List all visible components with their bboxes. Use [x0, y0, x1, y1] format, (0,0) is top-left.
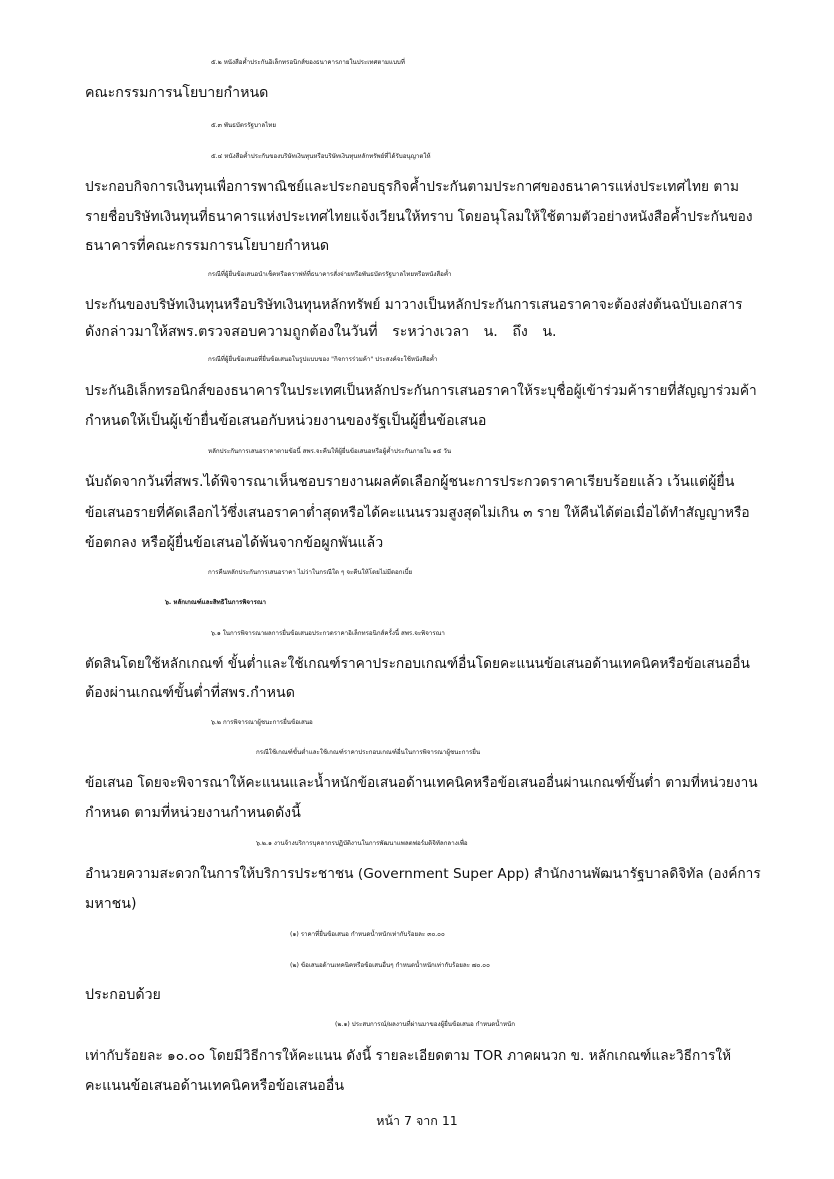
paragraph-line: กำหนดให้เป็นผู้เข้ายื่นข้อเสนอกับหน่วยงานของรัฐเป็นผู้ยื่นข้อเสนอ [85, 413, 487, 429]
paragraph-line: นับถัดจากวันที่สพร.ได้พิจารณาเห็นชอบรายงานผลคัดเลือกผู้ชนะการประกวดราคาเรียบร้อยแล้ว เว้นแต่ผู้ยื่น [85, 474, 735, 490]
paragraph-line: กำหนด ตามที่หน่วยงานกำหนดดังนี้ [85, 805, 301, 821]
paragraph-line: กรณีที่ผู้ยื่นข้อเสนอนำเช็คหรือดราฟท์ที่ธนาคารสั่งจ่ายหรือพันธบัตรรัฐบาลไทยหรือหนังสือค้ำ [208, 271, 452, 278]
paragraph-line: กรณีใช้เกณฑ์ขั้นต่ำและใช้เกณฑ์ราคาประกอบเกณฑ์อื่นในการพิจารณาผู้ชนะการยื่น [256, 749, 481, 756]
paragraph-line: การคืนหลักประกันการเสนอราคา ไม่ว่าในกรณีใด ๆ จะคืนให้โดยไม่มีดอกเบี้ย [208, 569, 413, 576]
page-number: หน้า 7 จาก 11 [376, 1113, 458, 1128]
paragraph-line: ธนาคารที่คณะกรรมการนโยบายกำหนด [85, 238, 330, 254]
paragraph-line: ๕.๓ พันธบัตรรัฐบาลไทย [211, 122, 276, 129]
paragraph-line: ๕.๔ หนังสือค้ำประกันของบริษัทเงินทุนหรือบริษัทเงินทุนหลักทรัพย์ที่ได้รับอนุญาตให้ [211, 153, 431, 160]
paragraph-line: ข้อเสนอรายที่คัดเลือกไว้ซึ่งเสนอราคาต่ำสุดหรือได้คะแนนรวมสูงสุดไม่เกิน ๓ ราย ให้คืนได้ต่อเมื่อได้ทำสัญญาหรือ [85, 505, 750, 521]
paragraph-line: มหาชน) [85, 896, 137, 912]
paragraph-line: อำนวยความสะดวกในการให้บริการประชาชน (Government Super App) สำนักงานพัฒนารัฐบาลดิจิทัล (องค์การ [85, 866, 761, 882]
paragraph-line: ประกันของบริษัทเงินทุนหรือบริษัทเงินทุนหลักทรัพย์ มาวางเป็นหลักประกันการเสนอราคาจะต้องส่งต้นฉบับเอกสาร [85, 297, 743, 313]
paragraph-line: ต้องผ่านเกณฑ์ขั้นต่ำที่สพร.กำหนด [85, 685, 295, 701]
paragraph-line: ๖.๒ การพิจารณาผู้ชนะการยื่นข้อเสนอ [211, 719, 313, 726]
paragraph-line: (๒.๑) ประสบการณ์/ผลงานที่ผ่านมาของผู้ยื่นข้อเสนอ กำหนดน้ำหนัก [335, 1021, 516, 1028]
paragraph-line: ข้อเสนอ โดยจะพิจารณาให้คะแนนและน้ำหนักข้อเสนอด้านเทคนิคหรือข้อเสนออื่นผ่านเกณฑ์ขั้นต่ำ ตามที่หน่วยงาน [85, 775, 758, 791]
paragraph-line: ประกอบกิจการเงินทุนเพื่อการพาณิชย์และประกอบธุรกิจค้ำประกันตามประกาศของธนาคารแห่งประเทศไทย ตาม [85, 179, 740, 195]
paragraph-line: ดังกล่าวมาให้สพร.ตรวจสอบความถูกต้องในวันที่ ระหว่างเวลา น. ถึง น. [85, 324, 557, 340]
paragraph-line: (๒) ข้อเสนอด้านเทคนิคหรือข้อเสนอื่นๆ กำหนดน้ำหนักเท่ากับร้อยละ ๗๐.๐๐ [290, 962, 490, 969]
paragraph-line: ตัดสินโดยใช้หลักเกณฑ์ ขั้นต่ำและใช้เกณฑ์ราคาประกอบเกณฑ์อื่นโดยคะแนนข้อเสนอด้านเทคนิคหรือข้อเสนออื่น [85, 656, 750, 672]
paragraph-line: ๕.๒ หนังสือค้ำประกันอิเล็กทรอนิกส์ของธนาคารภายในประเทศตามแบบที่ [211, 59, 405, 66]
paragraph-line: เท่ากับร้อยละ ๑๐.๐๐ โดยมีวิธีการให้คะแนน ดังนี้ รายละเอียดตาม TOR ภาคผนวก ข. หลักเกณฑ์และวิธีการให้ [85, 1048, 732, 1064]
paragraph-line: คณะกรรมการนโยบายกำหนด [85, 85, 269, 101]
paragraph-line: ๖.๑ ในการพิจารณาผลการยื่นข้อเสนอประกวดราคาอิเล็กทรอนิกส์ครั้งนี้ สพร.จะพิจารณา [211, 630, 445, 637]
paragraph-line: (๑) ราคาที่ยื่นข้อเสนอ กำหนดน้ำหนักเท่ากับร้อยละ ๓๐.๐๐ [290, 931, 445, 938]
paragraph-line: กรณีที่ผู้ยื่นข้อเสนอที่ยื่นข้อเสนอในรูปแบบของ "กิจการร่วมค้า" ประสงค์จะใช้หนังสือค้ำ [208, 356, 438, 363]
paragraph-line: ประกันอิเล็กทรอนิกส์ของธนาคารในประเทศเป็นหลักประกันการเสนอราคาให้ระบุชื่อผู้เข้าร่วมค้ารายที่สัญญาร่วมค้า [85, 383, 757, 399]
paragraph-line: หลักประกันการเสนอราคาตามข้อนี้ สพร.จะคืนให้ผู้ยื่นข้อเสนอหรือผู้ค้ำประกันภายใน ๑๕ วัน [208, 448, 452, 455]
paragraph-line: รายชื่อบริษัทเงินทุนที่ธนาคารแห่งประเทศไทยแจ้งเวียนให้ทราบ โดยอนุโลมให้ใช้ตามตัวอย่างหนังสือค้ำประกันของ [85, 209, 753, 225]
paragraph-line: ประกอบด้วย [85, 987, 161, 1003]
section-heading: ๖. หลักเกณฑ์และสิทธิในการพิจารณา [165, 599, 267, 606]
paragraph-line: ข้อตกลง หรือผู้ยื่นข้อเสนอได้พ้นจากข้อผูกพันแล้ว [85, 535, 384, 551]
paragraph-line: ๖.๒.๑ งานจ้างบริการบุคลากรปฏิบัติงานในการพัฒนาแพลตฟอร์มดิจิทัลกลางเพื่อ [256, 840, 468, 847]
paragraph-line: คะแนนข้อเสนอด้านเทคนิคหรือข้อเสนออื่น [85, 1078, 345, 1094]
